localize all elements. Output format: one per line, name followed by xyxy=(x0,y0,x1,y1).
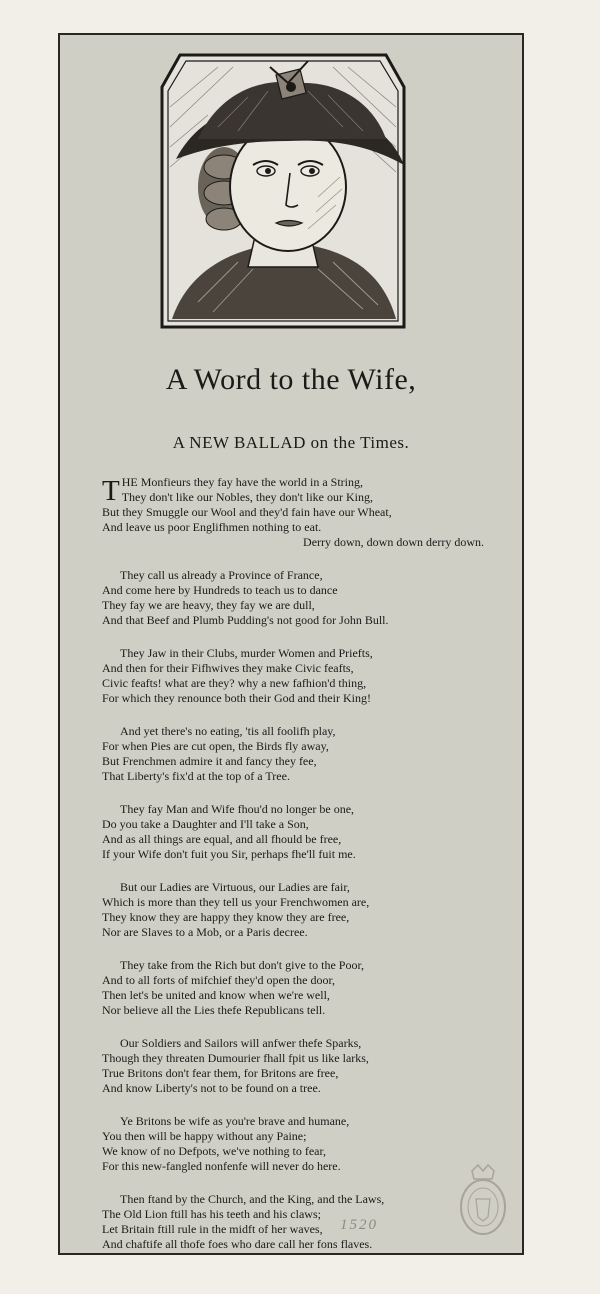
stanza xyxy=(102,568,492,628)
verse-line: And come here by Hundreds to teach us to dance xyxy=(102,583,338,597)
verse-line: If your Wife don't fuit you Sir, perhaps fhe'll fuit me. xyxy=(102,847,356,861)
verses xyxy=(102,475,492,1255)
verse-line: They fay we are heavy, they fay we are dull, xyxy=(102,598,315,612)
verse-line: You then will be happy without any Paine; xyxy=(102,1129,307,1143)
verse-line: Our Soldiers and Sailors will anfwer thefe Sparks, xyxy=(120,1036,362,1050)
verse-line: Which is more than they tell us your Frenchwomen are, xyxy=(102,895,370,909)
verse-line: For when Pies are cut open, the Birds fly away, xyxy=(102,739,329,753)
verse-line: And chaftife all thofe foes who dare call her fons flaves. xyxy=(102,1237,373,1251)
verse-line: Nor believe all the Lies thefe Republicans tell. xyxy=(102,1003,326,1017)
stanza xyxy=(102,802,492,862)
stanza xyxy=(102,958,492,1018)
verse-line: Then let's be united and know when we're well, xyxy=(102,988,330,1002)
verse-line: Ye Britons be wife as you're brave and humane, xyxy=(120,1114,350,1128)
verse-line: But our Ladies are Virtuous, our Ladies are fair, xyxy=(120,880,350,894)
verse-line: For this new-fangled nonfenfe will never do here. xyxy=(102,1159,341,1173)
ballad-title: A Word to the Wife, xyxy=(165,363,417,396)
verse-line: For which they renounce both their God and their King! xyxy=(102,691,371,705)
stanza xyxy=(102,475,492,550)
verse-line: And as all things are equal, and all fhould be free, xyxy=(102,832,342,846)
verse-line: But they Smuggle our Wool and they'd fain have our Wheat, xyxy=(102,505,392,519)
verse-line: We know of no Defpots, we've nothing to fear, xyxy=(102,1144,326,1158)
stanza xyxy=(102,1192,492,1252)
verse-line: And then for their Fifhwives they make Civic feafts, xyxy=(102,661,354,675)
verse-line: They Jaw in their Clubs, murder Women and Priefts, xyxy=(120,646,373,660)
stanza xyxy=(102,1036,492,1096)
verse-line-text: HE Monfieurs they fay have the world in a String, xyxy=(121,475,363,489)
verse-line: Let Britain ftill rule in the midft of her waves, xyxy=(102,1222,323,1236)
verse-line: They call us already a Province of France, xyxy=(120,568,323,582)
verse-line: They take from the Rich but don't give to the Poor, xyxy=(120,958,364,972)
verse-line: And know Liberty's not to be found on a tree. xyxy=(102,1081,321,1095)
verse-line: And that Beef and Plumb Pudding's not good for John Bull. xyxy=(102,613,389,627)
refrain-line: Derry down, down down derry down. xyxy=(303,535,484,549)
verse-line: They don't like our Nobles, they don't like our King, xyxy=(121,490,374,504)
verse-line: Nor are Slaves to a Mob, or a Paris decree. xyxy=(102,925,308,939)
verse-line: Then ftand by the Church, and the King, and the Laws, xyxy=(120,1192,385,1206)
stanza xyxy=(102,724,492,784)
verse-line: They fay Man and Wife fhou'd no longer be one, xyxy=(120,802,355,816)
verse-line: They know they are happy they know they are free, xyxy=(102,910,350,924)
stanza xyxy=(102,646,492,706)
stanza xyxy=(102,1114,492,1174)
portrait-woodcut-icon xyxy=(158,47,408,337)
verse-line: Do you take a Daughter and I'll take a Son, xyxy=(102,817,309,831)
ballad-subtitle: A NEW BALLAD on the Times. xyxy=(172,433,410,452)
stanza xyxy=(102,880,492,940)
verse-line: And leave us poor Englifhmen nothing to eat. xyxy=(102,520,322,534)
verse-line: True Britons don't fear them, for Britons are free, xyxy=(102,1066,339,1080)
verse-line: That Liberty's fix'd at the top of a Tree. xyxy=(102,769,290,783)
verse-line: Civic feafts! what are they? why a new fafhion'd thing, xyxy=(102,676,367,690)
verse-line: But Frenchmen admire it and fancy they fee, xyxy=(102,754,317,768)
pencil-shelfmark: 1520 xyxy=(340,1217,378,1233)
drop-cap: T xyxy=(102,475,120,507)
broadside-sheet xyxy=(58,33,524,1255)
verse-line: And yet there's no eating, 'tis all foolifh play, xyxy=(120,724,336,738)
verse-line: Though they threaten Dumourier fhall fpit us like larks, xyxy=(102,1051,369,1065)
verse-line: The Old Lion ftill has his teeth and his claws; xyxy=(102,1207,321,1221)
library-stamp-icon xyxy=(458,1163,508,1237)
verse-line: And to all forts of mifchief they'd open the door, xyxy=(102,973,335,987)
